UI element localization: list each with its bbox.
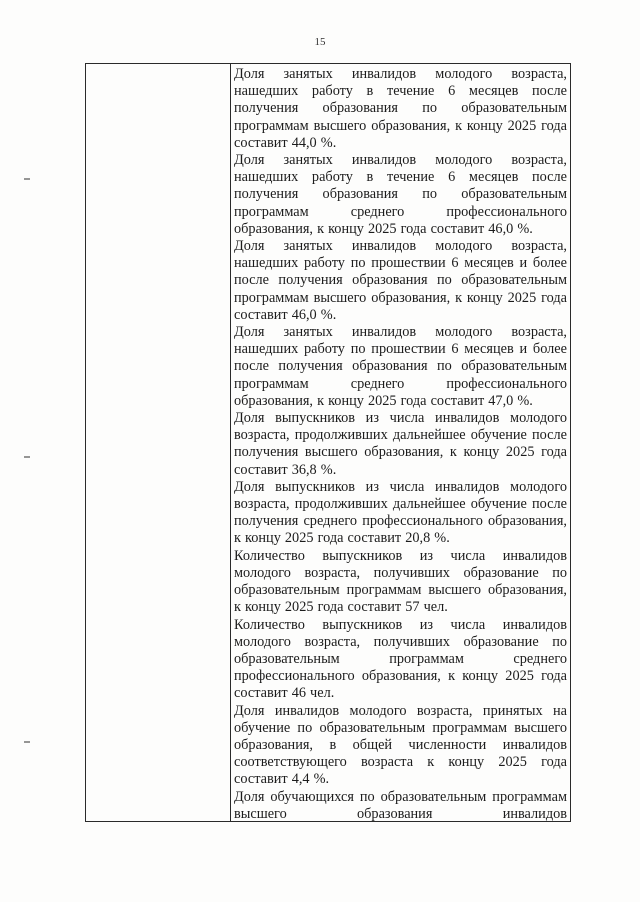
paragraph-5: Доля выпускников из числа инвалидов молодого возраста, продолживших дальнейшее обучение после получения высшего образования, к концу 2025 года составит 36,8 %. xyxy=(234,410,567,478)
paragraph-9: Доля инвалидов молодого возраста, принятых на обучение по образовательным программам высшего образования, в общей численности инвалидов соответствующего возраста к концу 2025 года составит 4,4 %. xyxy=(234,702,567,788)
paragraph-7: Количество выпускников из числа инвалидов молодого возраста, получивших образование по образовательным программам высшего образования, к концу 2025 года составит 57 чел. xyxy=(234,547,567,616)
paragraph-2: Доля занятых инвалидов молодого возраста, нашедших работу в течение 6 месяцев после получения образования по образовательным программам среднего профессионального образования, к концу 2025 года составит 46,0 %. xyxy=(234,152,567,237)
paragraph-1: Доля занятых инвалидов молодого возраста, нашедших работу в течение 6 месяцев после получения образования по образовательным программам высшего образования, к концу 2025 года составит 44,0 %. xyxy=(234,66,567,151)
paragraph-10: Доля обучающихся по образовательным программам высшего образования инвалидов xyxy=(234,788,567,822)
paragraph-3: Доля занятых инвалидов молодого возраста, нашедших работу по прошествии 6 месяцев и более после получения образования по образовательным программам высшего образования, к концу 2025 года составит 46,0 %. xyxy=(234,238,567,323)
page-number: 15 xyxy=(314,36,326,48)
table-right-cell xyxy=(234,66,567,823)
paragraph-6: Доля выпускников из числа инвалидов молодого возраста, продолживших дальнейшее обучение после получения среднего профессионального образования, к концу 2025 года составит 20,8 %. xyxy=(234,478,567,547)
paragraph-8: Количество выпускников из числа инвалидов молодого возраста, получивших образование по образовательным программам среднего профессионального образования, к концу 2025 года составит 46 чел. xyxy=(234,616,567,702)
paragraph-4: Доля занятых инвалидов молодого возраста, нашедших работу по прошествии 6 месяцев и более после получения образования по образовательным программам среднего профессионального образования, к концу 2025 года составит 47,0 %. xyxy=(234,324,567,409)
document-table xyxy=(85,63,571,822)
column-divider xyxy=(230,64,231,821)
margin-mark xyxy=(24,456,30,458)
table-left-cell xyxy=(86,64,230,821)
margin-mark xyxy=(24,741,30,743)
margin-mark xyxy=(24,178,30,180)
